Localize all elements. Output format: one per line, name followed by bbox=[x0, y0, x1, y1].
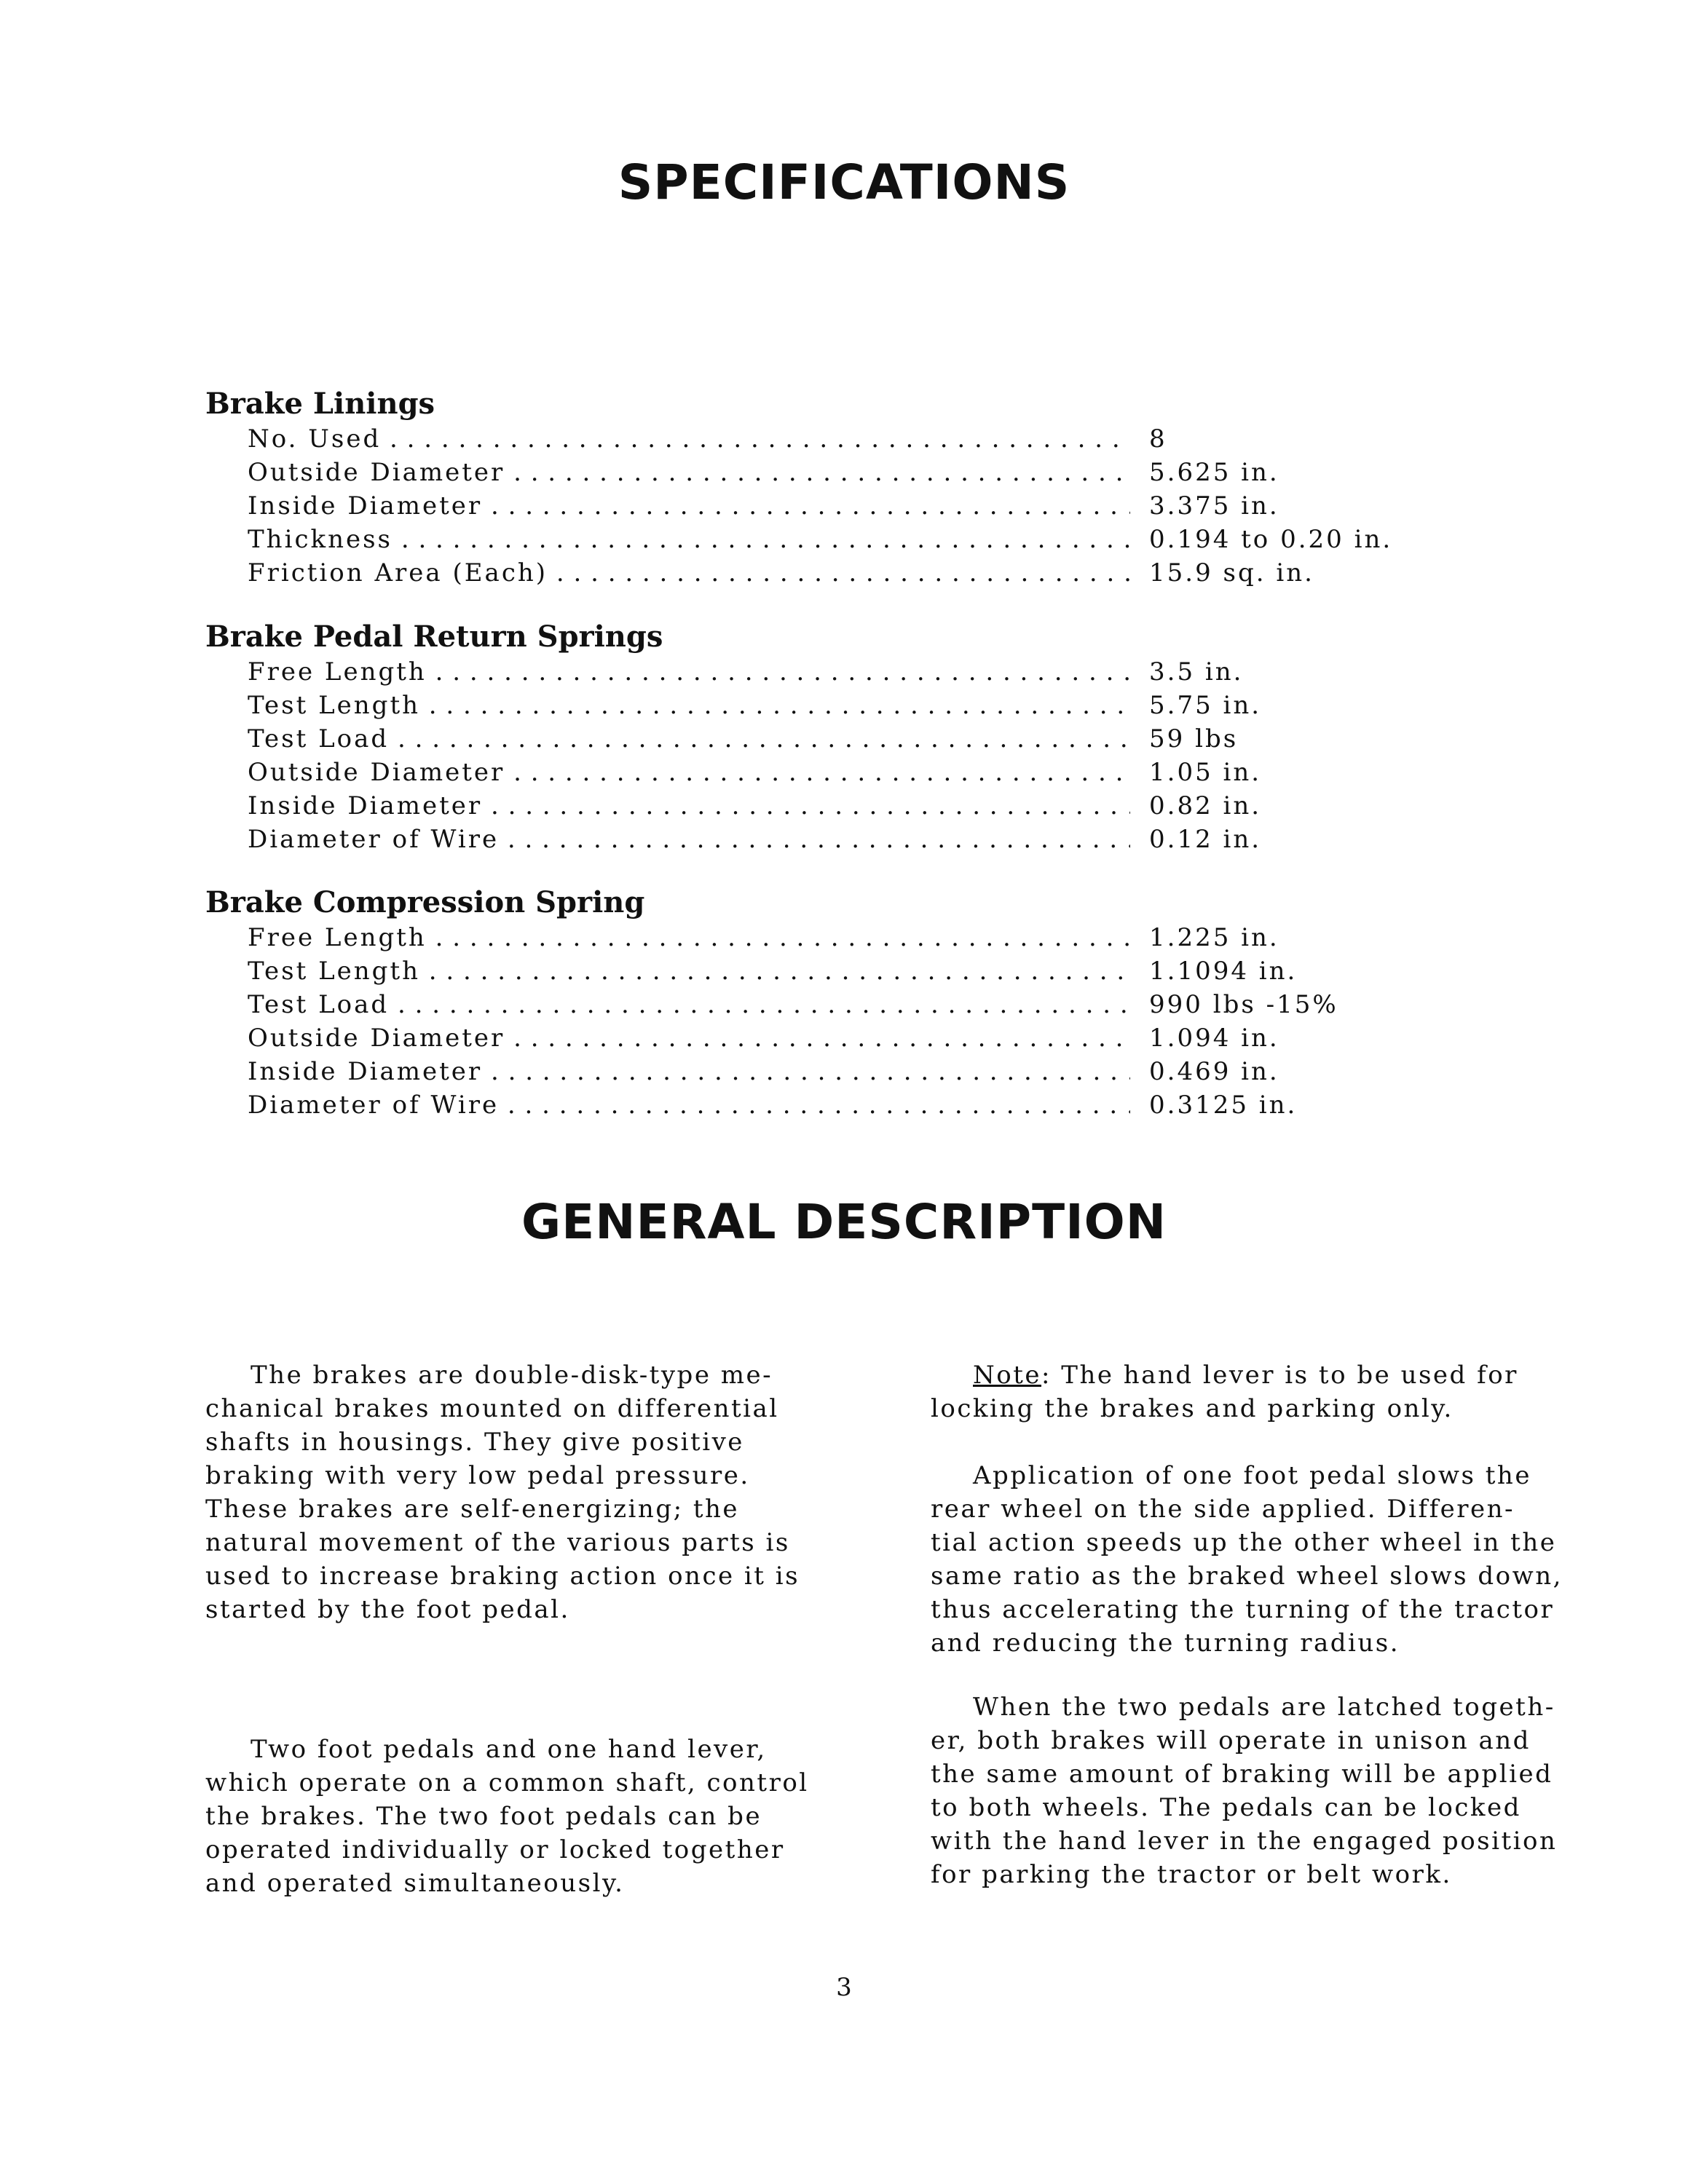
text-line: er, both brakes will operate in unison and bbox=[931, 1726, 1531, 1755]
spec-row bbox=[205, 523, 1487, 556]
spec-label: Thickness . . . bbox=[248, 523, 1340, 556]
text-line: When the two pedals are latched togeth- bbox=[973, 1693, 1555, 1722]
spec-row bbox=[205, 1088, 1487, 1122]
spec-value: 0.469 in. bbox=[1149, 1055, 1279, 1088]
text-line: natural movement of the various parts is bbox=[205, 1528, 790, 1557]
spec-row bbox=[205, 954, 1487, 988]
paragraph-latched-pedals bbox=[931, 1690, 1557, 1891]
spec-value: 1.1094 in. bbox=[1149, 954, 1297, 988]
spec-value: 3.5 in. bbox=[1149, 655, 1243, 689]
spec-label: Test Load . . . bbox=[248, 988, 1340, 1021]
spec-group-title: Brake Linings bbox=[205, 387, 435, 421]
spec-label: No. Used . . . bbox=[248, 422, 1340, 456]
text-line: tial action speeds up the other wheel in the bbox=[931, 1528, 1557, 1557]
spec-label: Outside Diameter . . . bbox=[248, 1021, 1340, 1055]
spec-label: Test Length . . . bbox=[248, 954, 1340, 988]
text-line: which operate on a common shaft, control bbox=[205, 1768, 809, 1797]
spec-row bbox=[205, 489, 1487, 523]
spec-row bbox=[205, 689, 1487, 722]
text-line: chanical brakes mounted on differential bbox=[205, 1394, 779, 1423]
spec-value: 15.9 sq. in. bbox=[1149, 556, 1314, 590]
spec-group-title: Brake Pedal Return Springs bbox=[205, 620, 663, 654]
paragraph-one-pedal bbox=[931, 1459, 1563, 1660]
spec-value: 59 lbs bbox=[1149, 722, 1238, 756]
spec-value: 5.75 in. bbox=[1149, 689, 1261, 722]
spec-row bbox=[205, 756, 1487, 789]
text-line: braking with very low pedal pressure. bbox=[205, 1461, 750, 1490]
text-line: same ratio as the braked wheel slows down, bbox=[931, 1562, 1563, 1591]
spec-value: 990 lbs -15% bbox=[1149, 988, 1338, 1021]
spec-label: Diameter of Wire . . . bbox=[248, 1088, 1340, 1122]
text-line: for parking the tractor or belt work. bbox=[931, 1860, 1452, 1889]
spec-label: Free Length . . . bbox=[248, 655, 1340, 689]
text-line: thus accelerating the turning of the tractor bbox=[931, 1595, 1555, 1624]
text-line: Two foot pedals and one hand lever, bbox=[251, 1735, 767, 1764]
text-line bbox=[931, 1358, 1518, 1392]
paragraph-note bbox=[931, 1358, 1518, 1425]
spec-label: Friction Area (Each) . . . bbox=[248, 556, 1340, 590]
page-number: 3 bbox=[836, 1973, 852, 2002]
text-line: to both wheels. The pedals can be locked bbox=[931, 1793, 1521, 1822]
text-line: locking the brakes and parking only. bbox=[931, 1394, 1454, 1423]
spec-label: Diameter of Wire . . . bbox=[248, 823, 1340, 856]
spec-group-brake-compression-spring bbox=[205, 885, 1487, 1122]
spec-value: 5.625 in. bbox=[1149, 456, 1279, 489]
specifications-heading: SPECIFICATIONS bbox=[618, 154, 1070, 210]
spec-label: Inside Diameter . . . bbox=[248, 489, 1340, 523]
spec-row bbox=[205, 988, 1487, 1021]
text-line: These brakes are self-energizing; the bbox=[205, 1495, 740, 1524]
paragraph-pedals-and-lever bbox=[205, 1733, 809, 1900]
note-label: Note bbox=[973, 1361, 1042, 1390]
spec-label: Free Length . . . bbox=[248, 921, 1340, 954]
spec-group-title: Brake Compression Spring bbox=[205, 885, 645, 919]
spec-value: 1.225 in. bbox=[1149, 921, 1279, 954]
spec-value: 0.12 in. bbox=[1149, 823, 1261, 856]
spec-label: Outside Diameter . . . bbox=[248, 456, 1340, 489]
spec-row bbox=[205, 456, 1487, 489]
spec-row bbox=[205, 722, 1487, 756]
text-line: Application of one foot pedal slows the bbox=[973, 1461, 1531, 1490]
text-line: with the hand lever in the engaged position bbox=[931, 1827, 1558, 1856]
note-text: : The hand lever is to be used for bbox=[1041, 1361, 1518, 1390]
text-line: started by the foot pedal. bbox=[205, 1595, 570, 1624]
spec-value: 8 bbox=[1149, 422, 1167, 456]
spec-label: Test Length . . . bbox=[248, 689, 1340, 722]
text-line: rear wheel on the side applied. Differen- bbox=[931, 1495, 1515, 1524]
spec-value: 1.094 in. bbox=[1149, 1021, 1279, 1055]
text-line: The brakes are double-disk-type me- bbox=[251, 1361, 773, 1390]
spec-label: Inside Diameter . . . bbox=[248, 1055, 1340, 1088]
spec-group-brake-linings bbox=[205, 386, 1487, 590]
spec-label: Outside Diameter . . . bbox=[248, 756, 1340, 789]
spec-row bbox=[205, 556, 1487, 590]
paragraph-brake-type bbox=[205, 1358, 800, 1626]
spec-value: 0.82 in. bbox=[1149, 789, 1261, 823]
text-line: the brakes. The two foot pedals can be bbox=[205, 1802, 762, 1831]
text-line: and reducing the turning radius. bbox=[931, 1629, 1400, 1658]
spec-label: Inside Diameter . . . bbox=[248, 789, 1340, 823]
general-description-heading: GENERAL DESCRIPTION bbox=[521, 1194, 1167, 1250]
spec-value: 3.375 in. bbox=[1149, 489, 1279, 523]
spec-row bbox=[205, 823, 1487, 856]
spec-value: 0.194 to 0.20 in. bbox=[1149, 523, 1392, 556]
text-line: shafts in housings. They give positive bbox=[205, 1428, 744, 1457]
spec-row bbox=[205, 422, 1487, 456]
text-line: the same amount of braking will be applied bbox=[931, 1760, 1553, 1789]
spec-value: 0.3125 in. bbox=[1149, 1088, 1297, 1122]
text-line: operated individually or locked together bbox=[205, 1835, 785, 1864]
text-line: and operated simultaneously. bbox=[205, 1869, 625, 1898]
spec-row bbox=[205, 1021, 1487, 1055]
spec-label: Test Load . . . bbox=[248, 722, 1340, 756]
spec-row bbox=[205, 655, 1487, 689]
spec-group-brake-pedal-return-springs bbox=[205, 619, 1487, 856]
spec-value: 1.05 in. bbox=[1149, 756, 1261, 789]
text-line: used to increase braking action once it is bbox=[205, 1562, 800, 1591]
spec-row bbox=[205, 789, 1487, 823]
spec-row bbox=[205, 921, 1487, 954]
spec-row bbox=[205, 1055, 1487, 1088]
